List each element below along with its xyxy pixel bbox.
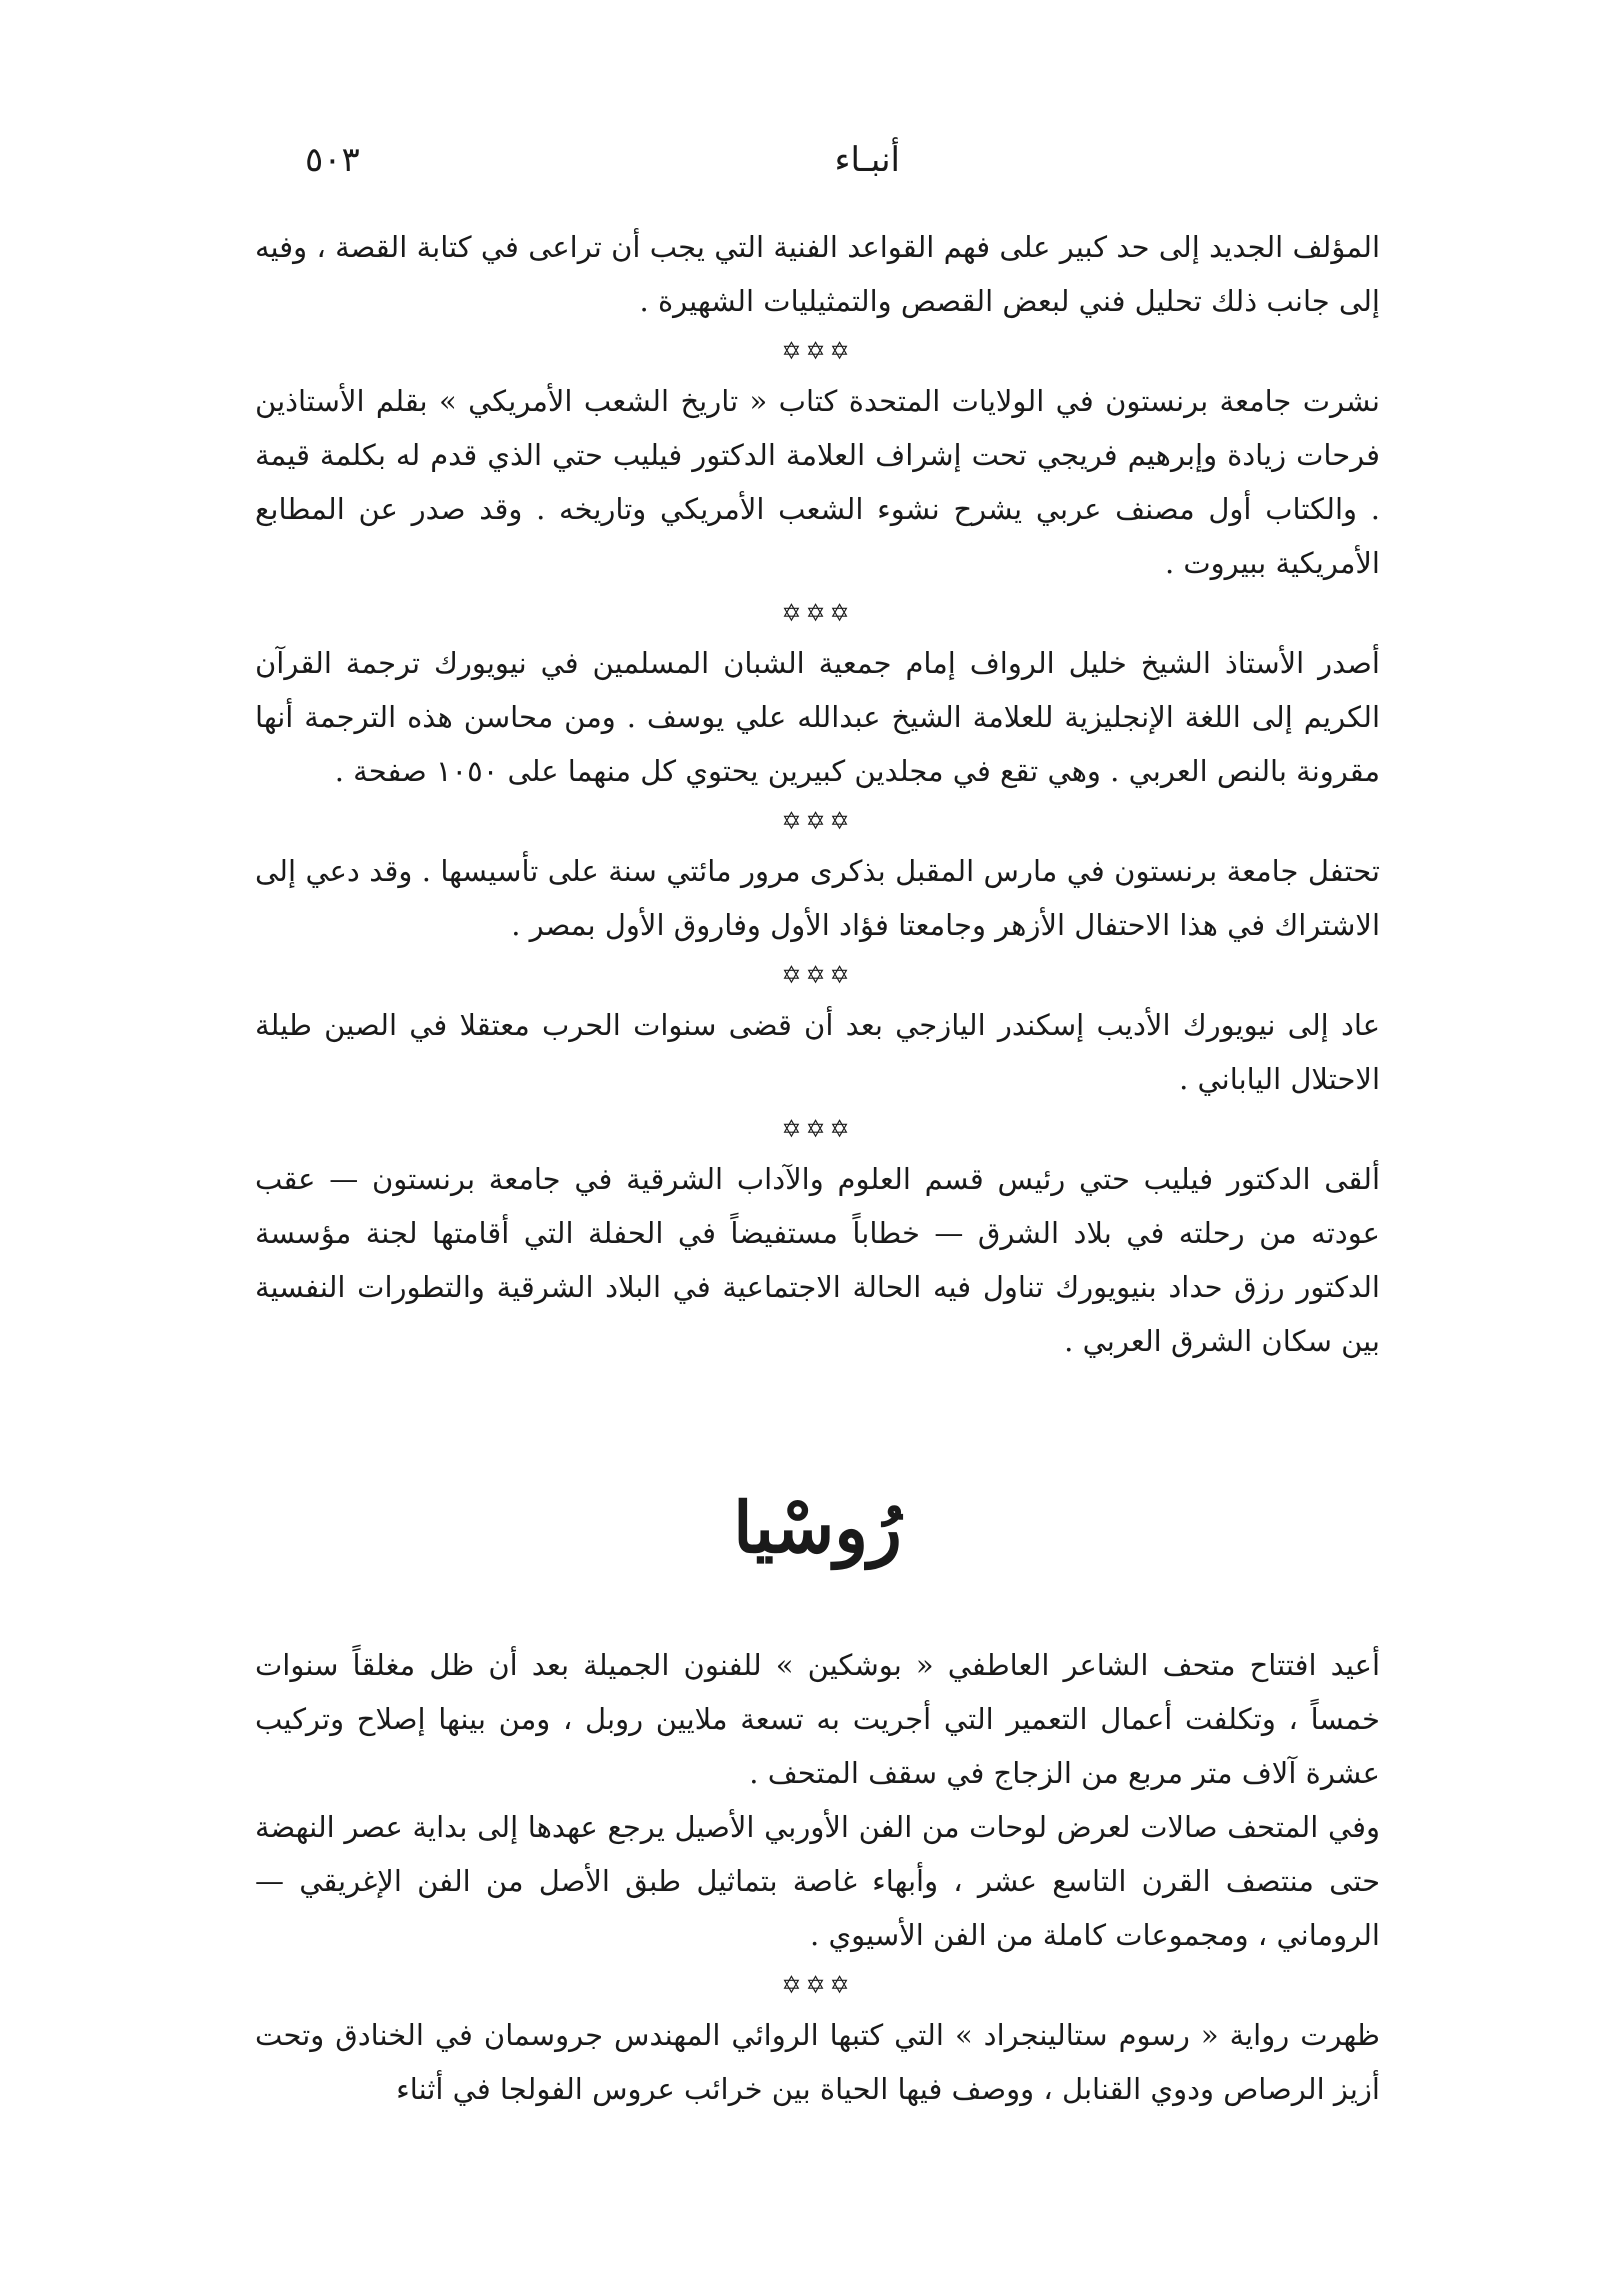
page-number: ٥٠٣ [305, 140, 360, 180]
section-title-russia: رُوسْيا [733, 1486, 902, 1569]
section-separator: ✡✡✡ [781, 961, 854, 989]
section-separator: ✡✡✡ [781, 599, 854, 627]
paragraph-hitti-lecture: ألقى الدكتور فيليب حتي رئيس قسم العلوم والآداب الشرقية في جامعة برنستون — عقب عودته من رحلته في بلاد الشرق — خطاباً مستفيضاً في الحفلة التي أقامتها لجنة مؤسسة الدكتور رزق حداد بنيويورك تناول فيه الحالة الاجتماعية في البلاد الشرقية والتطورات النفسية بين سكان الشرق العربي . [255, 1162, 1380, 1358]
paragraph-princeton-anniversary: تحتفل جامعة برنستون في مارس المقبل بذكرى مرور مائتي سنة على تأسيسها . وقد دعي إلى الاشتراك في هذا الاحتفال الأزهر وجامعتا فؤاد الأول وفاروق الأول بمصر . [255, 854, 1380, 942]
paragraph-stalingrad-novel: ظهرت رواية « رسوم ستالينجراد » التي كتبها الروائي المهندس جروسمان في الخنادق وتحت أزيز الرصاص ودوي القنابل ، ووصف فيها الحياة بين خرائب عروس الفولجا في أثناء [255, 2018, 1380, 2106]
paragraph-princeton-book: نشرت جامعة برنستون في الولايات المتحدة كتاب « تاريخ الشعب الأمريكي » بقلم الأستاذين فرحات زيادة وإبرهيم فريجي تحت إشراف العلامة الدكتور فيليب حتي الذي قدم له بكلمة قيمة . والكتاب أول مصنف عربي يشرح نشوء الشعب الأمريكي وتاريخه . وقد صدر عن المطابع الأمريكية ببيروت . [255, 384, 1380, 580]
page-header [305, 140, 1385, 200]
paragraph-quran-translation: أصدر الأستاذ الشيخ خليل الرواف إمام جمعية الشبان المسلمين في نيويورك ترجمة القرآن الكريم إلى اللغة الإنجليزية للعلامة الشيخ عبدالله علي يوسف . ومن محاسن هذه الترجمة أنها مقرونة بالنص العربي . وهي تقع في مجلدين كبيرين يحتوي كل منهما على ١٠٥٠ صفحة . [255, 646, 1380, 788]
paragraph-yazigi-return: عاد إلى نيويورك الأديب إسكندر اليازجي بعد أن قضى سنوات الحرب معتقلا في الصين طيلة الاحتلال الياباني . [255, 1008, 1380, 1096]
paragraph-pushkin-museum: أعيد افتتاح متحف الشاعر العاطفي « بوشكين » للفنون الجميلة بعد أن ظل مغلقاً سنوات خمساً ، وتكلفت أعمال التعمير التي أجريت به تسعة ملايين روبل ، ومن بينها إصلاح وتركيب عشرة آلاف متر مربع من الزجاج في سقف المتحف . [255, 1648, 1380, 1790]
section-separator: ✡✡✡ [781, 337, 854, 365]
paragraph-museum-halls: وفي المتحف صالات لعرض لوحات من الفن الأوربي الأصيل يرجع عهدها إلى بداية عصر النهضة حتى منتصف القرن التاسع عشر ، وأبهاء غاصة بتماثيل طبق الأصل من الفن الإغريقي — الروماني ، ومجموعات كاملة من الفن الأسيوي . [255, 1810, 1380, 1952]
paragraph-novel-author: المؤلف الجديد إلى حد كبير على فهم القواعد الفنية التي يجب أن تراعى في كتابة القصة ، وفيه إلى جانب ذلك تحليل فني لبعض القصص والتمثيليات الشهيرة . [255, 230, 1380, 318]
section-separator: ✡✡✡ [781, 1971, 854, 1999]
section-separator: ✡✡✡ [781, 807, 854, 835]
section-separator: ✡✡✡ [781, 1115, 854, 1143]
page-body [255, 220, 1380, 2116]
running-title: أنبـاء [834, 140, 900, 180]
